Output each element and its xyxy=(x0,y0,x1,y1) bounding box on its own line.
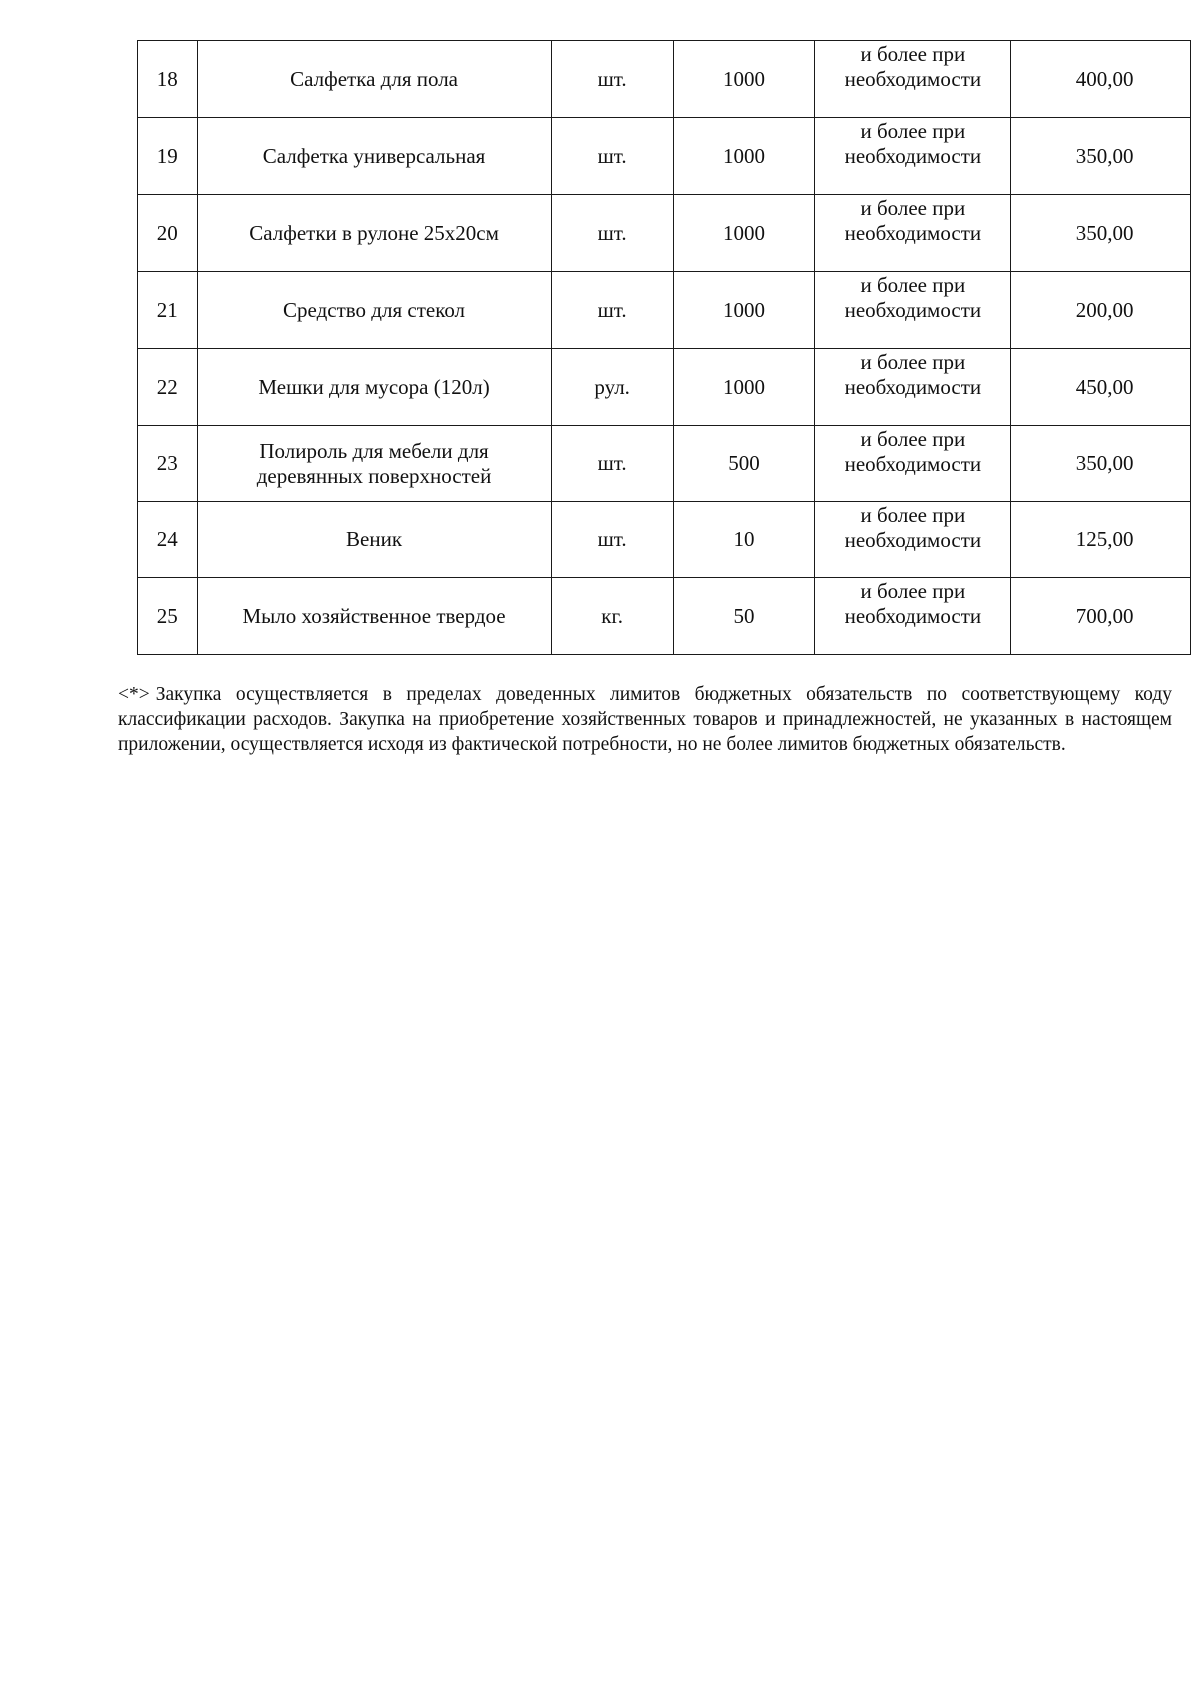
item-condition xyxy=(815,349,1011,426)
condition-line-2: необходимости xyxy=(844,527,982,552)
condition-line-1: и более при xyxy=(860,196,966,220)
price-value: 400,00 xyxy=(1075,66,1134,91)
item-quantity: 1000 xyxy=(673,349,815,426)
item-unit: рул. xyxy=(551,349,673,426)
price-value: 350,00 xyxy=(1075,220,1134,245)
condition-line-2: необходимости xyxy=(844,451,982,476)
item-unit: шт. xyxy=(551,41,673,118)
item-condition xyxy=(815,118,1011,195)
condition-line-2: необходимости xyxy=(844,144,982,168)
item-condition xyxy=(815,41,1011,118)
price-value: 200,00 xyxy=(1075,297,1134,322)
row-number: 19 xyxy=(138,118,198,195)
item-unit: шт. xyxy=(551,195,673,272)
condition-line-1: и более при xyxy=(860,502,966,527)
item-condition xyxy=(815,195,1011,272)
table-row xyxy=(138,502,1191,578)
item-name: Мешки для мусора (120л) xyxy=(197,349,551,426)
item-condition xyxy=(815,578,1011,655)
item-quantity: 1000 xyxy=(673,272,815,349)
row-number: 18 xyxy=(138,41,198,118)
item-quantity: 500 xyxy=(673,426,815,502)
condition-line-1: и более при xyxy=(860,426,966,451)
item-price xyxy=(1011,272,1191,349)
condition-line-1: и более при xyxy=(860,119,966,143)
condition-line-2: необходимости xyxy=(844,375,982,399)
item-name-line-2: деревянных поверхностей xyxy=(256,463,492,488)
row-number: 25 xyxy=(138,578,198,655)
price-value: 700,00 xyxy=(1075,603,1134,628)
footnote-text: Закупка осуществляется в пределах доведенных лимитов бюджетных обязательств по соответствующему коду классификации расходов. Закупка на приобретение хозяйственных товаров и принадлежностей, не указанных в настоящем приложении, осуществляется исходя из фактической потребности, но не более лимитов бюджетных обязательств. xyxy=(118,684,1172,755)
item-name: Мыло хозяйственное твердое xyxy=(197,578,551,655)
condition-line-1: и более при xyxy=(860,273,966,297)
item-name: Средство для стекол xyxy=(197,272,551,349)
item-name: Салфетки в рулоне 25х20см xyxy=(197,195,551,272)
item-condition xyxy=(815,502,1011,578)
item-quantity: 10 xyxy=(673,502,815,578)
item-quantity: 1000 xyxy=(673,118,815,195)
condition-line-1: и более при xyxy=(860,350,966,374)
condition-line-2: необходимости xyxy=(844,298,982,322)
item-price xyxy=(1011,41,1191,118)
table-row xyxy=(138,272,1191,349)
item-price xyxy=(1011,578,1191,655)
item-price xyxy=(1011,502,1191,578)
condition-line-2: необходимости xyxy=(844,604,982,628)
item-quantity: 1000 xyxy=(673,41,815,118)
condition-line-1: и более при xyxy=(860,42,966,66)
item-name-line-1: Полироль для мебели для xyxy=(259,438,489,463)
item-price xyxy=(1011,195,1191,272)
item-name: Салфетка для пола xyxy=(197,41,551,118)
price-value: 125,00 xyxy=(1075,527,1134,551)
condition-line-2: необходимости xyxy=(844,221,982,245)
table-row xyxy=(138,426,1191,502)
footnote-marker: <*> xyxy=(118,684,150,705)
item-quantity: 50 xyxy=(673,578,815,655)
price-value: 450,00 xyxy=(1075,374,1134,399)
table-row xyxy=(138,349,1191,426)
item-unit: кг. xyxy=(551,578,673,655)
price-value: 350,00 xyxy=(1075,143,1134,168)
condition-line-2: необходимости xyxy=(844,67,982,91)
item-unit: шт. xyxy=(551,426,673,502)
item-quantity: 1000 xyxy=(673,195,815,272)
item-price xyxy=(1011,118,1191,195)
row-number: 20 xyxy=(138,195,198,272)
row-number: 22 xyxy=(138,349,198,426)
item-unit: шт. xyxy=(551,118,673,195)
price-value: 350,00 xyxy=(1075,451,1134,475)
item-price xyxy=(1011,349,1191,426)
table-row xyxy=(138,118,1191,195)
row-number: 23 xyxy=(138,426,198,502)
row-number: 24 xyxy=(138,502,198,578)
item-name xyxy=(197,426,551,502)
item-name: Салфетка универсальная xyxy=(197,118,551,195)
footnote xyxy=(118,682,1172,757)
table-row xyxy=(138,578,1191,655)
item-name: Веник xyxy=(197,502,551,578)
item-condition xyxy=(815,426,1011,502)
condition-line-1: и более при xyxy=(860,579,966,603)
items-table xyxy=(137,40,1191,655)
table-row xyxy=(138,195,1191,272)
row-number: 21 xyxy=(138,272,198,349)
item-unit: шт. xyxy=(551,502,673,578)
table-row xyxy=(138,41,1191,118)
item-unit: шт. xyxy=(551,272,673,349)
item-price xyxy=(1011,426,1191,502)
item-condition xyxy=(815,272,1011,349)
